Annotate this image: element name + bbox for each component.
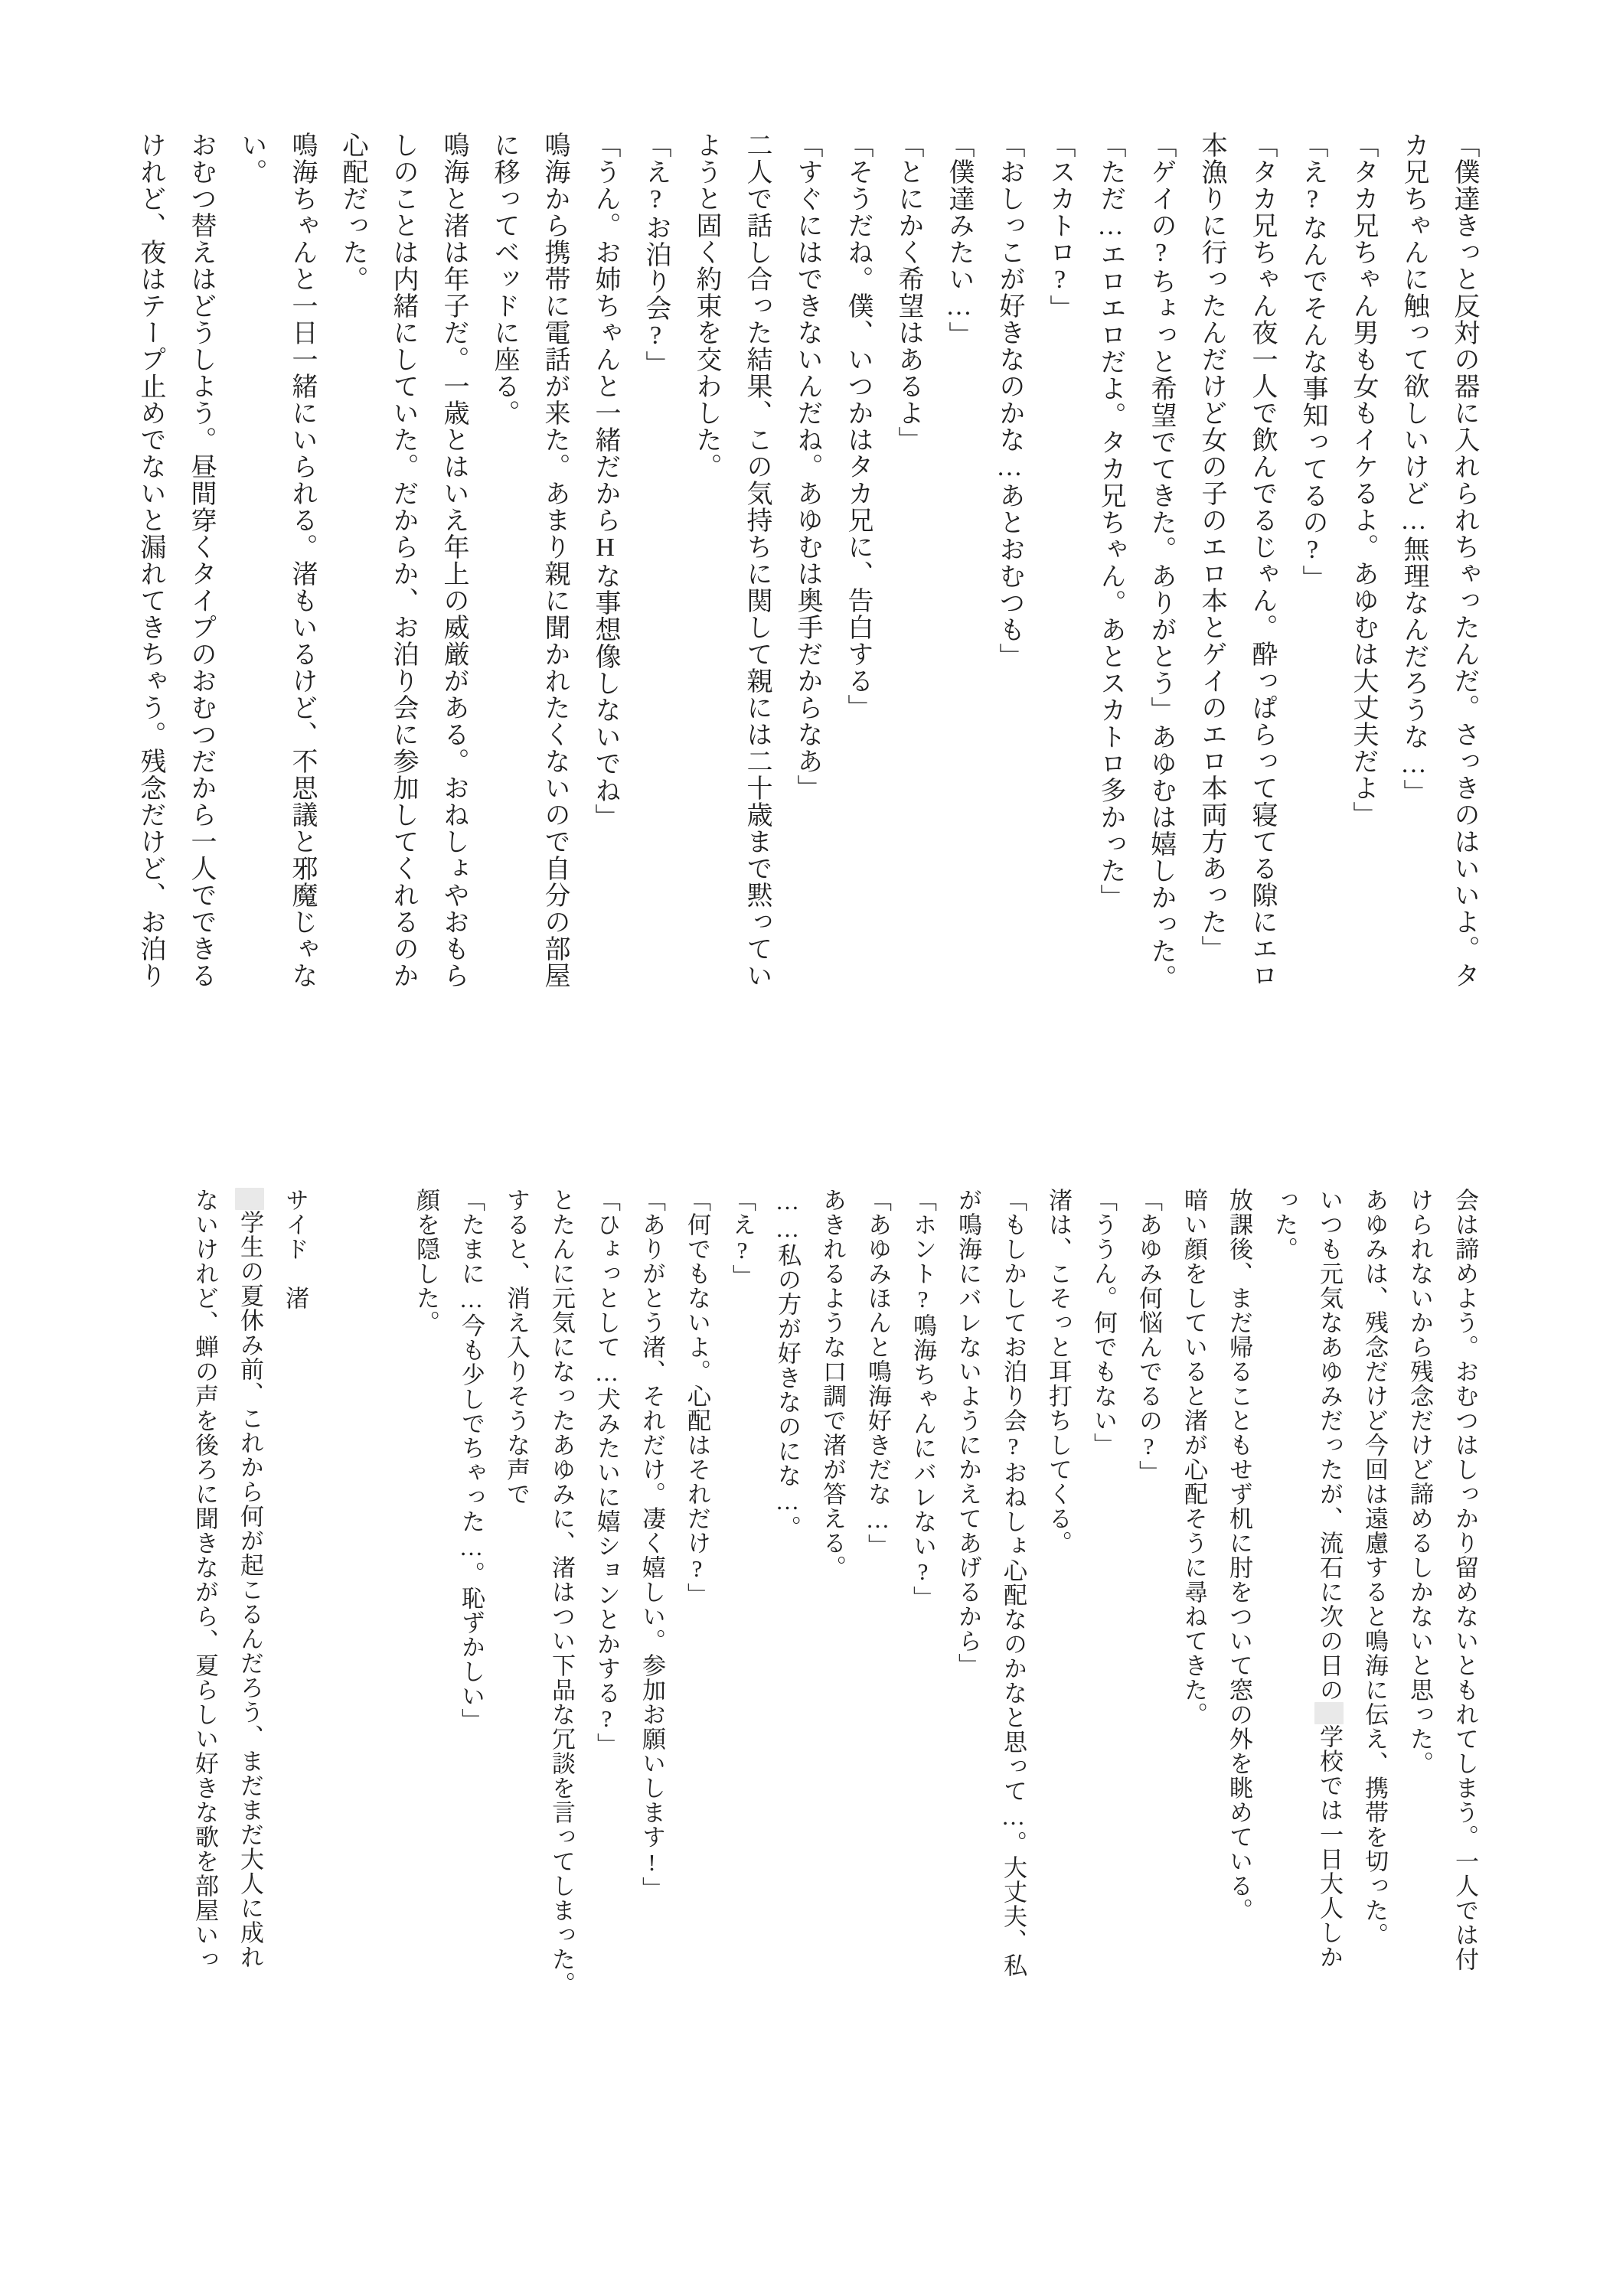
text-line: 「僕達きっと反対の器に入れられちゃったんだ。さっきのはいいよ。タ [1450, 132, 1478, 989]
text-line: に移ってベッドに座る。 [490, 132, 518, 426]
text-line: 鳴海と渚は年子だ。一歳とはいえ年上の威厳がある。おねしょやおもら [439, 132, 468, 989]
text-line: カ兄ちゃんに触って欲しいけど…無理なんだろうな…」 [1399, 132, 1428, 806]
text-line: 渚は、こそっと耳打ちしてくる。 [1045, 1188, 1072, 1555]
text-line: しのことは内緒にしていた。だからか、お泊り会に参加してくれるのか [389, 132, 417, 989]
text-line: 「え?なんでそんな事知ってるの?」 [1298, 132, 1327, 592]
text-line: ……私の方が好きなのにな…。 [774, 1188, 801, 1540]
text-line: 「タカ兄ちゃん夜一人で飲んでるじゃん。酔っぱらって寝てる隙にエロ [1248, 132, 1276, 989]
text-line: 「ただ…エロエロだよ。タカ兄ちゃん。あとスカトロ多かった」 [1096, 132, 1125, 911]
text-line: 「え?」 [729, 1188, 756, 1289]
text-line: 鳴海ちゃんと一日一緒にいられる。渚もいるけど、不思議と邪魔じゃな [288, 132, 316, 989]
text-line: 「とにかく希望はあるよ」 [894, 132, 922, 453]
text-line: 暗い顔をしていると渚が心配そうに尋ねてきた。 [1180, 1188, 1207, 1727]
text-line: 「たまに…今も少しでちゃった…。恥ずかしい」 [458, 1188, 485, 1733]
top-text-block [125, 132, 1489, 1027]
text-line: けられないから残念だけど諦めるしかないと思った。 [1406, 1188, 1433, 1776]
side-section-text [182, 1188, 273, 2014]
text-line: 「うん。お姉ちゃんと一緒だからHな事想像しないでね」 [591, 132, 619, 830]
text-line: あゆみは、残念だけど今回は遠慮すると鳴海に伝え、携帯を切った。 [1361, 1188, 1388, 1947]
text-line: ようと固く約束を交わした。 [692, 132, 720, 480]
text-line: 本漁りに行ったんだけど女の子のエロ本とゲイのエロ本両方あった」 [1197, 132, 1226, 962]
text-line: 「もしかしてお泊り会?おねしょ心配なのかなと思って…。大丈夫、私 [1000, 1188, 1027, 1978]
text-line: 「あゆみ何悩んでるの?」 [1135, 1188, 1162, 1485]
text-line: 顔を隠した。 [413, 1188, 439, 1335]
text-line: 「僕達みたい…」 [945, 132, 973, 348]
side-section [182, 1188, 318, 2014]
text-line: った。 [1271, 1188, 1298, 1261]
text-line: おむつ替えはどうしよう。昼間穿くタイプのおむつだから一人でできる [187, 132, 215, 989]
side-section-heading: サイド 渚 [282, 1188, 309, 1310]
text-line: 「あゆみほんと鳴海好きだな…」 [864, 1188, 891, 1558]
text-line: 会は諦めよう。おむつはしっかり留めないともれてしまう。一人では付 [1451, 1188, 1478, 1971]
text-line: が鳴海にバレないようにかえてあげるから」 [955, 1188, 981, 1678]
text-line: 「おしっこが好きなのかな…あとおむつも」 [995, 132, 1024, 670]
text-line: 「スカトロ?」 [1046, 132, 1074, 321]
text-line: あきれるような口調で渚が答える。 [819, 1188, 846, 1580]
text-line: 学生の夏休み前、これから何が起こるんだろう、まだまだ大人に成れ [227, 1188, 273, 2014]
bottom-main-text [403, 1188, 1487, 2014]
censored-character-box [235, 1188, 263, 1210]
text-line: すると、消え入りそうな声で [503, 1188, 530, 1506]
censored-character-box [1314, 1702, 1343, 1724]
text-line: 「すぐにはできないんだね。あゆむは奥手だからなあ」 [793, 132, 821, 801]
text-line: 「ううん。何でもない」 [1090, 1188, 1117, 1457]
text-line: 「え?お泊り会?」 [642, 132, 670, 377]
text-line: 「ホント?鳴海ちゃんにバレない?」 [909, 1188, 936, 1610]
text-line: いつも元気なあゆみだったが、流石に次の日の学校では一日大人しか [1316, 1188, 1343, 1970]
text-line: 鳴海から携帯に電話が来た。あまり親に聞かれたくないので自分の部屋 [540, 132, 569, 989]
text-line: 放課後、まだ帰ることもせず机に肘をついて窓の外を眺めている。 [1226, 1188, 1252, 1923]
text-line: 「ありがとう渚、それだけ。凄く嬉しい。参加お願いします!」 [638, 1188, 665, 1901]
text-line: 「何でもないよ。心配はそれだけ?」 [684, 1188, 710, 1607]
text-line: とたんに元気になったあゆみに、渚はつい下品な冗談を言ってしまった。 [548, 1188, 575, 1996]
text-line: 「ひょっとして…犬みたいに嬉ションとかする?」 [593, 1188, 620, 1757]
bottom-text-block [182, 1188, 1487, 2014]
text-line: 「タカ兄ちゃん男も女もイケるよ。あゆむは大丈夫だよ」 [1349, 132, 1377, 828]
text-line: 心配だった。 [338, 132, 367, 292]
text-line: 「ゲイの?ちょっと希望でてきた。ありがとう」あゆむは嬉しかった。 [1147, 132, 1175, 991]
text-line: けれど、夜はテープ止めでないと漏れてきちゃう。残念だけど、お泊り [136, 132, 165, 989]
text-line: ないけれど、蝉の声を後ろに聞きながら、夏らしい好きな歌を部屋いっ [191, 1188, 218, 1971]
text-line: い。 [237, 132, 266, 185]
text-line: 「そうだね。僕、いつかはタカ兄に、告白する」 [844, 132, 872, 721]
text-line: 二人で話し合った結果、この気持ちに関して親には二十歳まで黙ってい [743, 132, 771, 989]
